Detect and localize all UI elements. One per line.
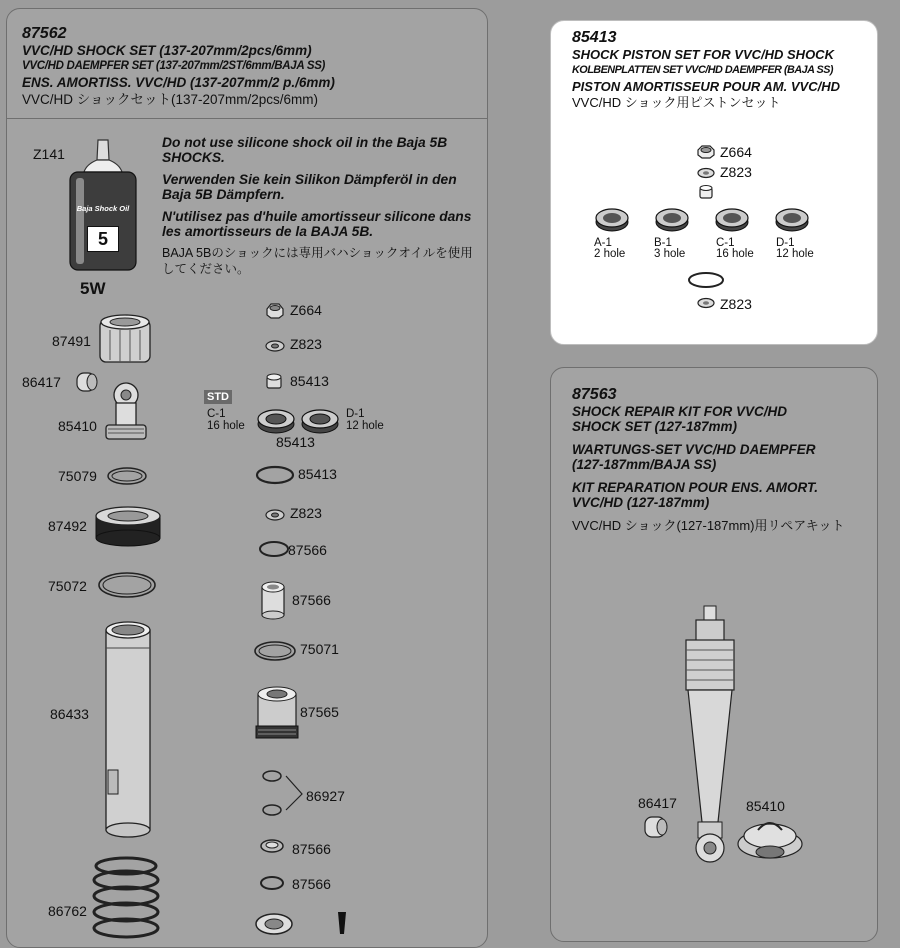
- cap-87491-icon: [96, 312, 154, 370]
- left-title-de: VVC/HD DAEMPFER SET (137-207mm/2ST/6mm/BAJA SS): [22, 60, 326, 72]
- part-85413-label-3: 85413: [298, 466, 337, 482]
- bottle-viscosity-caption: 5W: [80, 279, 106, 298]
- bottle-label-text: Baja Shock Oil: [76, 204, 130, 213]
- part-z823-label: Z823: [290, 336, 322, 352]
- part-85413-label-2: 85413: [276, 434, 315, 450]
- piston-d1-holes: 12 hole: [346, 420, 384, 432]
- piston-c1-icon: [256, 406, 296, 436]
- tr-piston-c1-type: C-1: [716, 237, 735, 249]
- seal-housing-87565-icon: [252, 684, 302, 744]
- collar-87492-icon: [92, 506, 164, 548]
- tr-piston-b1-holes: 3 hole: [654, 248, 686, 260]
- part-87566-label-3: 87566: [292, 841, 331, 857]
- bottle-number-badge: 5: [87, 226, 119, 252]
- part-86417-label: 86417: [22, 374, 61, 390]
- spring-86762-icon: [90, 856, 162, 936]
- br-bushing-86417-icon: [642, 814, 672, 840]
- ring-87566-icon-2: [258, 874, 286, 892]
- part-87491-label: 87491: [52, 333, 91, 349]
- nut-z664-icon: [264, 302, 286, 320]
- tr-part-z823-label-2: Z823: [720, 296, 752, 312]
- washer-z823-icon: [264, 339, 286, 353]
- br-title-de-2: (127-187mm/BAJA SS): [572, 457, 717, 472]
- o-ring-75071-icon: [252, 638, 298, 664]
- part-86433-label: 86433: [50, 706, 89, 722]
- tr-piston-c1-icon: [714, 206, 750, 234]
- rod-end-85410-icon: [100, 381, 150, 445]
- br-title-en-2: SHOCK SET (127-187mm): [572, 419, 738, 434]
- part-86762-label: 86762: [48, 903, 87, 919]
- tr-piston-a1-type: A-1: [594, 237, 612, 249]
- part-85413-label-1: 85413: [290, 373, 329, 389]
- tr-spacer-icon: [697, 183, 715, 201]
- ring-87566-icon: [256, 538, 292, 560]
- warning-de: Verwenden Sie kein Silikon Dämpferöl in den Baja 5B Dämpfern.: [162, 172, 457, 202]
- left-title-divider: [6, 118, 488, 119]
- tr-part-z823-label: Z823: [720, 164, 752, 180]
- part-87492-label: 87492: [48, 518, 87, 534]
- warning-jp: BAJA 5Bのショックには専用バハショックオイルを使用してください。: [162, 246, 473, 276]
- part-z823-label-2: Z823: [290, 505, 322, 521]
- o-ring-75072-icon: [96, 570, 158, 600]
- br-panel-code: 87563: [572, 386, 617, 403]
- br-title-en-1: SHOCK REPAIR KIT FOR VVC/HD: [572, 404, 788, 419]
- br-title-fr-1: KIT REPARATION POUR ENS. AMORT.: [572, 480, 819, 495]
- seal-87566-icon: [258, 836, 286, 856]
- tr-piston-a1-holes: 2 hole: [594, 248, 626, 260]
- warning-fr: N'utilisez pas d'huile amortisseur silicone dans les amortisseurs de la BAJA 5B.: [162, 209, 472, 239]
- part-87566-label-4: 87566: [292, 876, 331, 892]
- tr-piston-b1-icon: [654, 206, 690, 234]
- washer-z823-icon-2: [264, 508, 286, 522]
- tr-title-fr: PISTON AMORTISSEUR POUR AM. VVC/HD: [572, 79, 840, 94]
- left-title-fr: ENS. AMORTISS. VVC/HD (137-207mm/2 p./6mm): [22, 75, 335, 90]
- o-ring-75079-icon: [105, 465, 149, 487]
- tr-piston-b1-type: B-1: [654, 237, 672, 249]
- br-part-85410-label: 85410: [746, 798, 785, 814]
- std-badge: STD: [204, 390, 232, 404]
- piston-c1-holes: 16 hole: [207, 420, 245, 432]
- part-85410-label: 85410: [58, 418, 97, 434]
- bushing-86417-icon: [74, 370, 100, 394]
- shock-body-86433-icon: [100, 620, 156, 838]
- tr-title-jp: VVC/HD ショック用ピストンセット: [572, 95, 781, 110]
- part-87565-label: 87565: [300, 704, 339, 720]
- piston-d1-icon: [300, 406, 340, 436]
- part-75072-label: 75072: [48, 578, 87, 594]
- tr-nut-z664-icon: [696, 144, 716, 160]
- bushing-87566-icon: [258, 580, 288, 620]
- piston-c1-type: C-1: [207, 408, 226, 420]
- tr-piston-d1-icon: [774, 206, 810, 234]
- br-title-jp: VVC/HD ショック(127-187mm)用リペアキット: [572, 518, 845, 533]
- part-75079-label: 75079: [58, 468, 97, 484]
- tr-washer-z823-icon: [696, 166, 716, 180]
- bottle-part-number: Z141: [33, 146, 65, 162]
- tr-part-z664-label: Z664: [720, 144, 752, 160]
- br-title-de-1: WARTUNGS-SET VVC/HD DAEMPFER: [572, 442, 816, 457]
- tr-washer-z823-icon-2: [696, 296, 716, 310]
- ring-85413-icon: [254, 463, 296, 487]
- tr-piston-d1-type: D-1: [776, 237, 795, 249]
- piston-d1-type: D-1: [346, 408, 365, 420]
- left-title-en: VVC/HD SHOCK SET (137-207mm/2pcs/6mm): [22, 43, 312, 58]
- warning-en: Do not use silicone shock oil in the Baja 5B SHOCKS.: [162, 135, 448, 165]
- spacer-85413-icon: [264, 372, 284, 390]
- tr-ring-icon: [686, 270, 726, 290]
- br-title-fr-2: VVC/HD (127-187mm): [572, 495, 710, 510]
- br-shock-assembly-icon: [680, 604, 740, 866]
- part-86927-label: 86927: [306, 788, 345, 804]
- part-87566-label-2: 87566: [292, 592, 331, 608]
- left-panel-code: 87562: [22, 25, 67, 42]
- tr-title-de: KOLBENPLATTEN SET VVC/HD DAEMPFER (BAJA SS): [572, 64, 834, 76]
- bottom-cap-icon: [252, 908, 352, 934]
- left-title-jp: VVC/HD ショックセット(137-207mm/2pcs/6mm): [22, 92, 319, 107]
- part-87566-label-1: 87566: [288, 542, 327, 558]
- br-part-86417-label: 86417: [638, 795, 677, 811]
- part-z664-label: Z664: [290, 302, 322, 318]
- tr-piston-a1-icon: [594, 206, 630, 234]
- tr-piston-d1-holes: 12 hole: [776, 248, 814, 260]
- tr-piston-c1-holes: 16 hole: [716, 248, 754, 260]
- br-rod-end-85410-icon: [732, 816, 808, 864]
- part-75071-label: 75071: [300, 641, 339, 657]
- tr-title-en: SHOCK PISTON SET FOR VVC/HD SHOCK: [572, 47, 834, 62]
- tr-panel-code: 85413: [572, 29, 617, 46]
